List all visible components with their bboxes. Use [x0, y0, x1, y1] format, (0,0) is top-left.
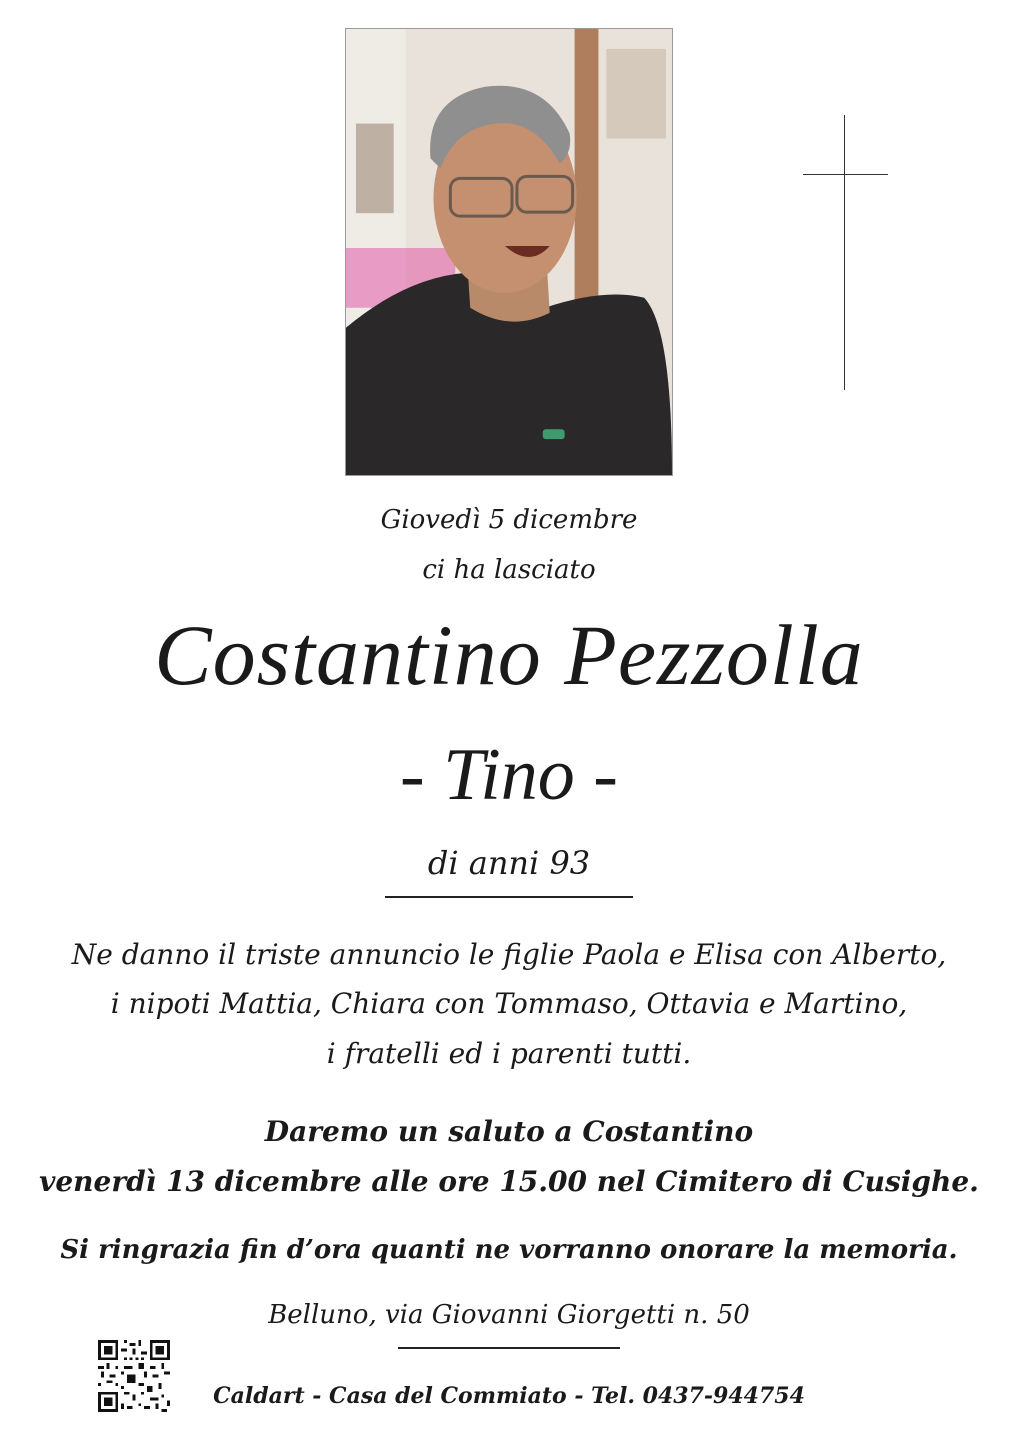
ceremony-heading: Daremo un saluto a Costantino — [264, 1115, 754, 1148]
thanks-text: Si ringrazia fin d’ora quanti ne vorranno onorare la memoria. — [60, 1235, 958, 1265]
portrait-photo — [345, 28, 673, 476]
intro-date: Giovedì 5 dicembre — [380, 505, 638, 535]
deceased-nickname: - Tino - — [400, 734, 618, 816]
deceased-name: Costantino Pezzolla — [154, 607, 864, 703]
funeral-home-contact: Caldart - Casa del Commiato - Tel. 0437-944754 — [213, 1383, 805, 1409]
cross-horizontal-line — [803, 174, 888, 175]
deceased-age: di anni 93 — [427, 844, 591, 882]
announcement-line: i nipoti Mattia, Chiara con Tommaso, Ottavia e Martino, — [110, 987, 908, 1020]
family-address: Belluno, via Giovanni Giorgetti n. 50 — [268, 1300, 750, 1330]
announcement-line: i fratelli ed i parenti tutti. — [326, 1037, 692, 1070]
portrait-illustration — [346, 29, 672, 475]
cross-vertical-line — [844, 115, 845, 390]
divider — [398, 1347, 620, 1349]
divider — [385, 896, 633, 898]
ceremony-details: venerdì 13 dicembre alle ore 15.00 nel Cimitero di Cusighe. — [39, 1165, 979, 1198]
announcement-line: Ne danno il triste annuncio le figlie Paola e Elisa con Alberto, — [71, 938, 947, 971]
intro-text: ci ha lasciato — [422, 555, 596, 585]
